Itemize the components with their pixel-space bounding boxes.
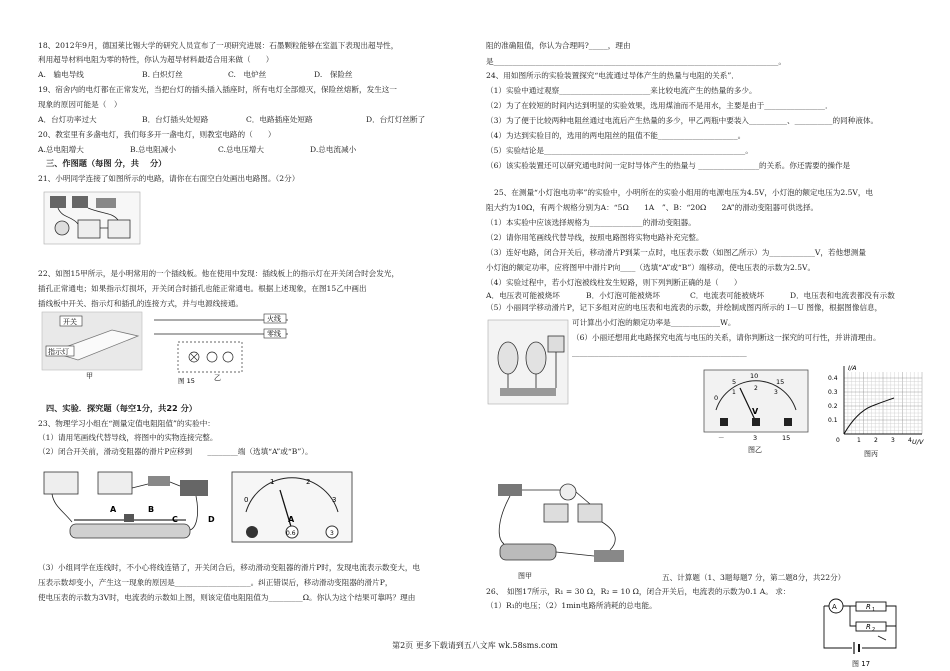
socket-symbol — [207, 352, 217, 362]
q26-line2: （1）R₁的电压；（2）1min电路所消耗的总电能。 — [486, 601, 657, 610]
q25-option-d: D．电压表和电流表都没有示数 — [790, 291, 895, 300]
q25-sub3-line2: 小灯泡的额定功率，应将图甲中滑片P向____（选填“A”或“B”）端移动，使电压表的示数为2.5V。 — [486, 263, 816, 272]
q21-circuit-figure — [42, 188, 142, 246]
q25-option-a: A．电压表可能被烧坏 — [486, 291, 560, 300]
x-tick-0: 0 — [836, 437, 840, 444]
graph-grid — [844, 372, 922, 434]
figure-17-circuit — [822, 596, 902, 668]
q23-apparatus-figure — [40, 466, 220, 554]
y-axis-label: I/A — [848, 364, 857, 372]
q23-sub3-line3: 使电压表的示数为3V时，电流表的示数如上图，则该定值电阻阻值为_________Ω。你认为这个结果可靠吗？理由 — [38, 593, 416, 602]
q24-sub4: （4）为达到实验目的，选用的两电阻丝的阻值不能_____________________。 — [486, 131, 746, 140]
switch-icon — [96, 198, 116, 208]
voltmeter-icon — [44, 472, 78, 494]
q20-option-a: A.总电阻增大 — [38, 145, 84, 154]
q19-options — [38, 114, 425, 125]
q24-sub2: （2）为了在较短的时间内达到明显的实验效果，选用煤油而不是用水，主要是由于________________． — [486, 101, 833, 110]
terminal-a: A — [110, 505, 117, 514]
q25-sub2: （2）请你用笔画线代替导线，按照电路图将实物电路补充完整。 — [486, 233, 704, 242]
q18-line2: 利用超导材料电阻为零的特性，你认为超导材料最适合用来做（ ） — [38, 55, 274, 64]
terminal-c: C — [172, 515, 178, 524]
q20-option-b: B.总电阻减小 — [130, 145, 176, 154]
terminal-minus-icon — [246, 526, 258, 538]
q25-sub6-line2: ______________________________________________ — [572, 348, 747, 357]
figure-15 — [42, 312, 292, 384]
q24-line1: 24、用如图所示的实验装置探究“电流通过导体产生的热量与电阻的关系”． — [486, 71, 739, 80]
slider-p-icon — [124, 514, 134, 522]
ammeter-dial-figure — [232, 472, 352, 550]
figure-bing-iu-graph — [822, 362, 926, 458]
figure-15-jia: 甲 — [86, 372, 93, 380]
section-4-title: 四、实验．探究题（每空1分，共22 分） — [46, 403, 197, 413]
y-tick-0-2: 0.2 — [828, 403, 838, 410]
q25-sub4-options — [486, 290, 895, 301]
q23-continued-1: 阻的准确阻值，你认为合理吗?_____，理由 — [486, 41, 631, 50]
voltmeter-icon — [108, 220, 130, 238]
resistor-r1-label: R — [866, 603, 871, 611]
q19-option-b: B．台灯插头处短路 — [142, 115, 209, 124]
q23-sub3-line2: 压表示数却变小，产生这一现象的原因是____________________。纠正错误后，移动滑动变阻器的滑片P， — [38, 578, 393, 587]
q23-sub1: （1）请用笔画线代替导线，将图中的实物连接完整。 — [38, 433, 218, 442]
q25-option-c: C．电流表可能被烧坏 — [690, 291, 765, 300]
rheostat-icon — [500, 388, 556, 396]
figure-15-yi: 乙 — [214, 374, 221, 382]
yi-tick-10: 10 — [750, 372, 759, 380]
q24-sub6: （6）该实验装置还可以研究通电时间一定时导体产生的热量与 ________________的关系。你还需要的操作是 — [486, 161, 851, 170]
terminal-15-icon — [784, 418, 792, 426]
battery-icon — [50, 196, 66, 208]
q18-option-b: B. 白炽灯丝 — [142, 70, 183, 79]
dial-tick-1: 1 — [270, 478, 275, 486]
indicator-label: 指示灯 — [48, 348, 69, 356]
battery-icon — [72, 196, 88, 208]
power-strip-box — [178, 342, 242, 372]
q25-line1: 25、在测量“小灯泡电功率”的实验中，小明所在的实验小组用的电源电压为4.5V，小灯泡的额定电压为2.5V，电 — [494, 188, 874, 197]
section-5-title: 五、计算题（1、3题每题7 分，第二题8分，共22分） — [662, 573, 846, 582]
dial-tick-0: 0 — [244, 496, 249, 504]
bulb-icon — [55, 221, 69, 235]
figure-bing-caption: 图丙 — [864, 450, 878, 458]
x-axis-label: U/V — [912, 438, 924, 446]
ammeter-icon — [78, 220, 100, 238]
ammeter-icon — [98, 472, 132, 494]
resistor-r1 — [856, 602, 886, 611]
x-tick-4: 4 — [908, 437, 912, 444]
terminal-b: B — [148, 505, 155, 514]
yi-tick-5: 5 — [732, 378, 737, 386]
x-tick-2: 2 — [874, 437, 878, 444]
q20-line1: 20、教室里有多盏电灯，我们每多开一盏电灯，则教室电路的（ ） — [38, 130, 276, 139]
q24-sub5: （5）实验结论是_____________________________________________________。 — [486, 146, 753, 155]
q25-apparatus-figure — [486, 318, 570, 408]
switch-icon — [148, 476, 170, 486]
q25-sub5-line1: （5）小丽同学移动滑片P，记下多组对应的电压表和电流表的示数，并绘制成图丙所示的 I－U 图像，根据图像信息， — [486, 303, 883, 312]
y-tick-0-1: 0.1 — [828, 417, 838, 424]
yi-tick-3: 3 — [774, 389, 778, 396]
dial-tick-2: 2 — [306, 478, 311, 486]
figure-15-caption: 图 15 — [178, 377, 195, 385]
q19-line2: 现象的原因可能是（ ） — [38, 100, 122, 109]
resistor-r1-subscript: 1 — [872, 607, 876, 613]
terminal-d: D — [208, 515, 215, 524]
dial-unit-a: A — [288, 515, 295, 524]
q25-sub6-line1: （6）小丽还想用此电路探究电流与电压的关系，请你判断这一探究的可行性，并讲清理由。 — [572, 333, 881, 342]
figure-yi-voltmeter — [704, 370, 814, 454]
q23-continued-2: 是___________________________________________________________________________。 — [486, 57, 786, 66]
section-3-title: 三、作图题（每图 分，共 分） — [46, 158, 167, 168]
terminal-minus-label: － — [718, 434, 725, 442]
battery-icon — [180, 480, 208, 496]
q25-sub5-line2: 可计算出小灯泡的额定功率是_____________W。 — [572, 318, 736, 327]
terminal-minus-icon — [720, 418, 728, 426]
voltmeter-icon — [544, 504, 568, 522]
q24-sub3: （3）为了便于比较两种电阻丝通过电流后产生热量的多少，甲乙两瓶中要装入__________、__________的同种液体。 — [486, 116, 879, 125]
q26-line1: 26、 如图17所示，R₁ = 30 Ω，R₂ = 10 Ω，闭合开关后，电流表的示数为0.1 A。 求： — [486, 587, 791, 596]
resistor-r2-subscript: 2 — [872, 627, 876, 633]
q18-options — [38, 69, 353, 80]
q25-option-b: B．小灯泡可能被烧坏 — [586, 291, 660, 300]
q18-option-c: C. 电炉丝 — [228, 70, 267, 79]
q19-option-c: C．电路插座处短路 — [246, 115, 313, 124]
yi-tick-2: 2 — [754, 385, 758, 392]
switch-icon — [594, 550, 624, 562]
figure-jia-apparatus — [488, 478, 638, 588]
q18-option-a: A. 输电导线 — [38, 70, 84, 79]
q22-line1: 22、如图15甲所示，是小明常用的一个插线板。他在使用中发现：插线板上的指示灯在开关闭合时会发光， — [38, 269, 400, 278]
battery-icon — [498, 484, 522, 496]
q25-sub1: （1）本实验中应该选择规格为______________的滑动变阻器。 — [486, 218, 696, 227]
flask-icon — [498, 342, 518, 374]
resistor-r2 — [856, 622, 886, 631]
figure-17-caption: 图 17 — [852, 660, 871, 668]
q19-line1: 19、宿舍内的电灯都在正常发光，当把台灯的插头插入插座时，所有电灯全部熄灭，保险丝熔断，发生这一 — [38, 85, 397, 94]
figure-jia-caption: 图甲 — [518, 572, 532, 580]
yi-tick-0: 0 — [714, 394, 719, 402]
q20-option-c: C.总电压增大 — [218, 145, 264, 154]
switch-label: 开关 — [63, 318, 77, 326]
iu-curve — [844, 398, 894, 434]
q18-option-d: D. 保险丝 — [314, 70, 353, 79]
terminal-0-6-label: 0.6 — [286, 530, 296, 537]
yi-tick-1: 1 — [732, 389, 736, 396]
terminal-15-label: 15 — [782, 434, 791, 442]
socket-symbol — [223, 352, 233, 362]
terminal-3-label: 3 — [753, 434, 758, 442]
q24-sub1: （1）实验中通过观察________________________来比较电流产生的热量的多少。 — [486, 86, 757, 95]
page-footer: 第2页 更多下载请到五八文库 wk.58sms.com — [392, 641, 558, 650]
x-tick-3: 3 — [891, 437, 895, 444]
q22-line3: 插线板中开关、指示灯和插孔的连接方式，并与电源线接通。 — [38, 299, 244, 308]
flask-icon — [526, 342, 546, 374]
terminal-3-label: 3 — [330, 530, 334, 537]
q19-option-d: D．台灯灯丝断了 — [366, 115, 426, 124]
live-label: 火线 — [267, 315, 281, 323]
y-tick-0-3: 0.3 — [828, 389, 838, 396]
rheostat-icon — [500, 544, 556, 560]
terminal-3-icon — [752, 418, 760, 426]
neutral-label: 零线 — [267, 330, 281, 338]
q25-line2: 阻大约为10Ω，有两个规格分别为A：“5Ω 1A ”、B：“20Ω 2A”的滑动变阻器可供选择。 — [486, 203, 819, 212]
ammeter-icon — [548, 336, 564, 352]
q25-sub3-line1: （3）连好电路，闭合开关后，移动滑片P到某一点时，电压表示数（如图乙所示）为____________V，若他想测量 — [486, 248, 866, 257]
q23-line1: 23、物理学习小组在“测量定值电阻阻值”的实验中： — [38, 419, 215, 428]
voltmeter-unit: V — [752, 407, 759, 416]
x-tick-1: 1 — [857, 437, 861, 444]
q21-text: 21、小明同学连接了如图所示的电路，请你在右面空白处画出电路图。（2分） — [38, 174, 300, 183]
q23-sub3-line1: （3）小组同学在连线时，不小心将线连错了，开关闭合后，移动滑动变阻器的滑片P时，发现电流表示数变大，电 — [38, 563, 421, 572]
figure-yi-caption: 图乙 — [748, 446, 762, 454]
rheostat-icon — [70, 524, 190, 538]
resistor-r2-label: R — [866, 623, 871, 631]
q23-sub2: （2）闭合开关前，滑动变阻器的滑片P应移到 ________端（选填“A”或“B”）。 — [38, 447, 313, 456]
ammeter-icon — [578, 504, 602, 522]
q22-line2: 插孔正常通电；如果指示灯损坏，开关闭合时插孔也能正常通电。根据上述现象，在图15乙中画出 — [38, 284, 367, 293]
q20-option-d: D.总电流减小 — [310, 145, 357, 154]
ammeter-symbol-label: A — [832, 603, 837, 611]
dial-tick-3: 3 — [332, 496, 337, 504]
q20-options — [38, 144, 356, 155]
q19-option-a: A．台灯功率过大 — [38, 115, 97, 124]
yi-tick-15: 15 — [776, 378, 785, 386]
bulb-icon — [560, 484, 576, 500]
y-tick-0-4: 0.4 — [828, 375, 838, 382]
q25-sub4: （4）实验过程中，若小灯泡被线柱发生短路，则下列判断正确的是（ ） — [486, 278, 742, 287]
q18-line1: 18、2012年9月，德国莱比锡大学的研究人员宣布了一项研究进展：石墨颗粒能够在室温下表现出超导性， — [38, 41, 399, 50]
